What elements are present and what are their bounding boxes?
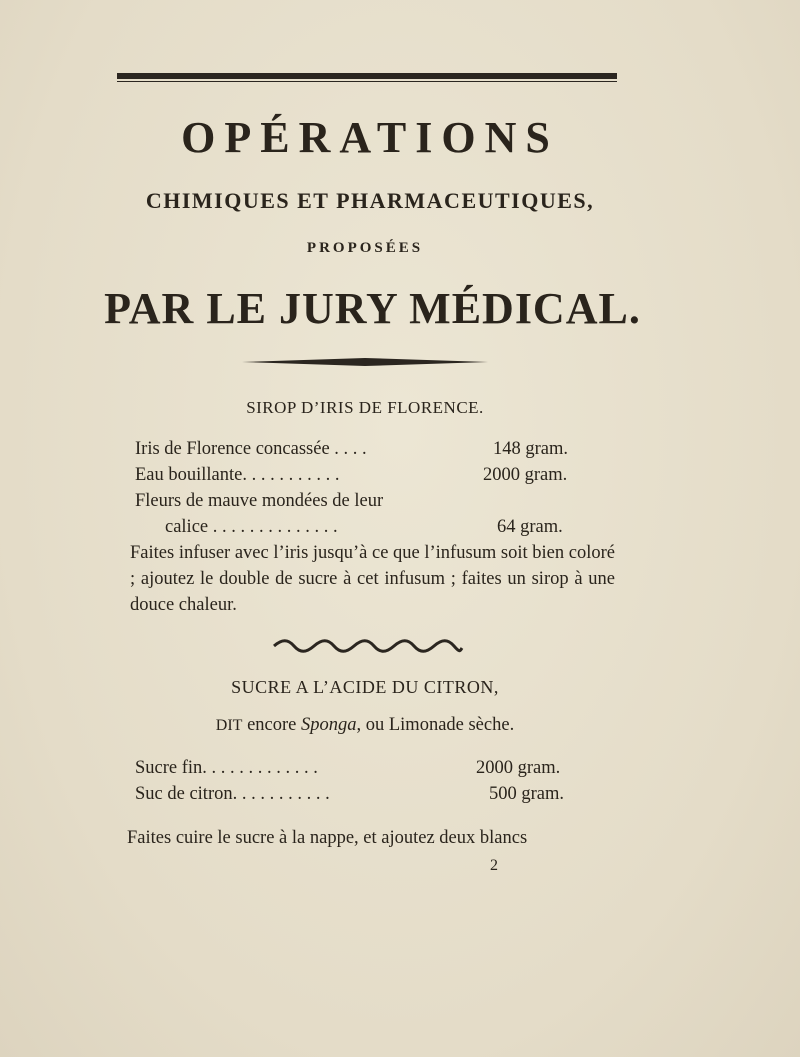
top-double-rule — [117, 73, 617, 84]
tapered-rule — [242, 358, 488, 366]
recipe-2-heading: SUCRE A L’ACIDE DU CITRON, — [231, 677, 499, 697]
ingredient-1-name: Iris de Florence concassée . . . . — [135, 439, 367, 459]
fleuron-ornament — [272, 638, 464, 652]
subheading-mid: encore — [242, 715, 301, 735]
ingredient-4-qty: 64 gram. — [497, 517, 563, 537]
jury-title: PAR LE JURY MÉDICAL. — [104, 284, 641, 333]
recipe-1-instructions: Faites infuser avec l’iris jusqu’à ce que l’infusum soit bien coloré ; ajoutez le double de sucre à cet infusum ; faites un sirop à une douce chaleur. — [130, 543, 615, 615]
page-subtitle: CHIMIQUES ET PHARMACEUTIQUES, — [145, 188, 595, 213]
page-title: OPÉRATIONS — [181, 113, 559, 162]
sponga-word: Sponga — [300, 715, 357, 735]
ingredient-4-name: calice . . . . . . . . . . . . . . — [165, 517, 338, 537]
ingredient-5-name: Sucre fin. . . . . . . . . . . . . — [135, 758, 318, 778]
ingredient-5-qty: 2000 gram. — [476, 758, 561, 778]
ingredient-2-name: Eau bouillante. . . . . . . . . . . — [135, 465, 340, 485]
recipe-2-subheading — [0, 715, 730, 736]
dit-word: DIT — [215, 717, 243, 734]
page-number: 2 — [490, 857, 498, 874]
ingredient-2-qty: 2000 gram. — [483, 465, 568, 485]
proposed-label: PROPOSÉES — [306, 240, 424, 256]
subheading-end: , ou Limonade sèche. — [356, 715, 515, 735]
recipe-2-instructions: Faites cuire le sucre à la nappe, et ajoutez deux blancs — [127, 828, 528, 848]
ingredient-1-qty: 148 gram. — [493, 439, 569, 459]
ingredient-3-name: Fleurs de mauve mondées de leur — [135, 491, 384, 511]
ingredient-6-name: Suc de citron. . . . . . . . . . . — [135, 784, 330, 804]
ingredient-6-qty: 500 gram. — [489, 784, 565, 804]
recipe-1-heading: SIROP D’IRIS DE FLORENCE. — [246, 398, 484, 417]
